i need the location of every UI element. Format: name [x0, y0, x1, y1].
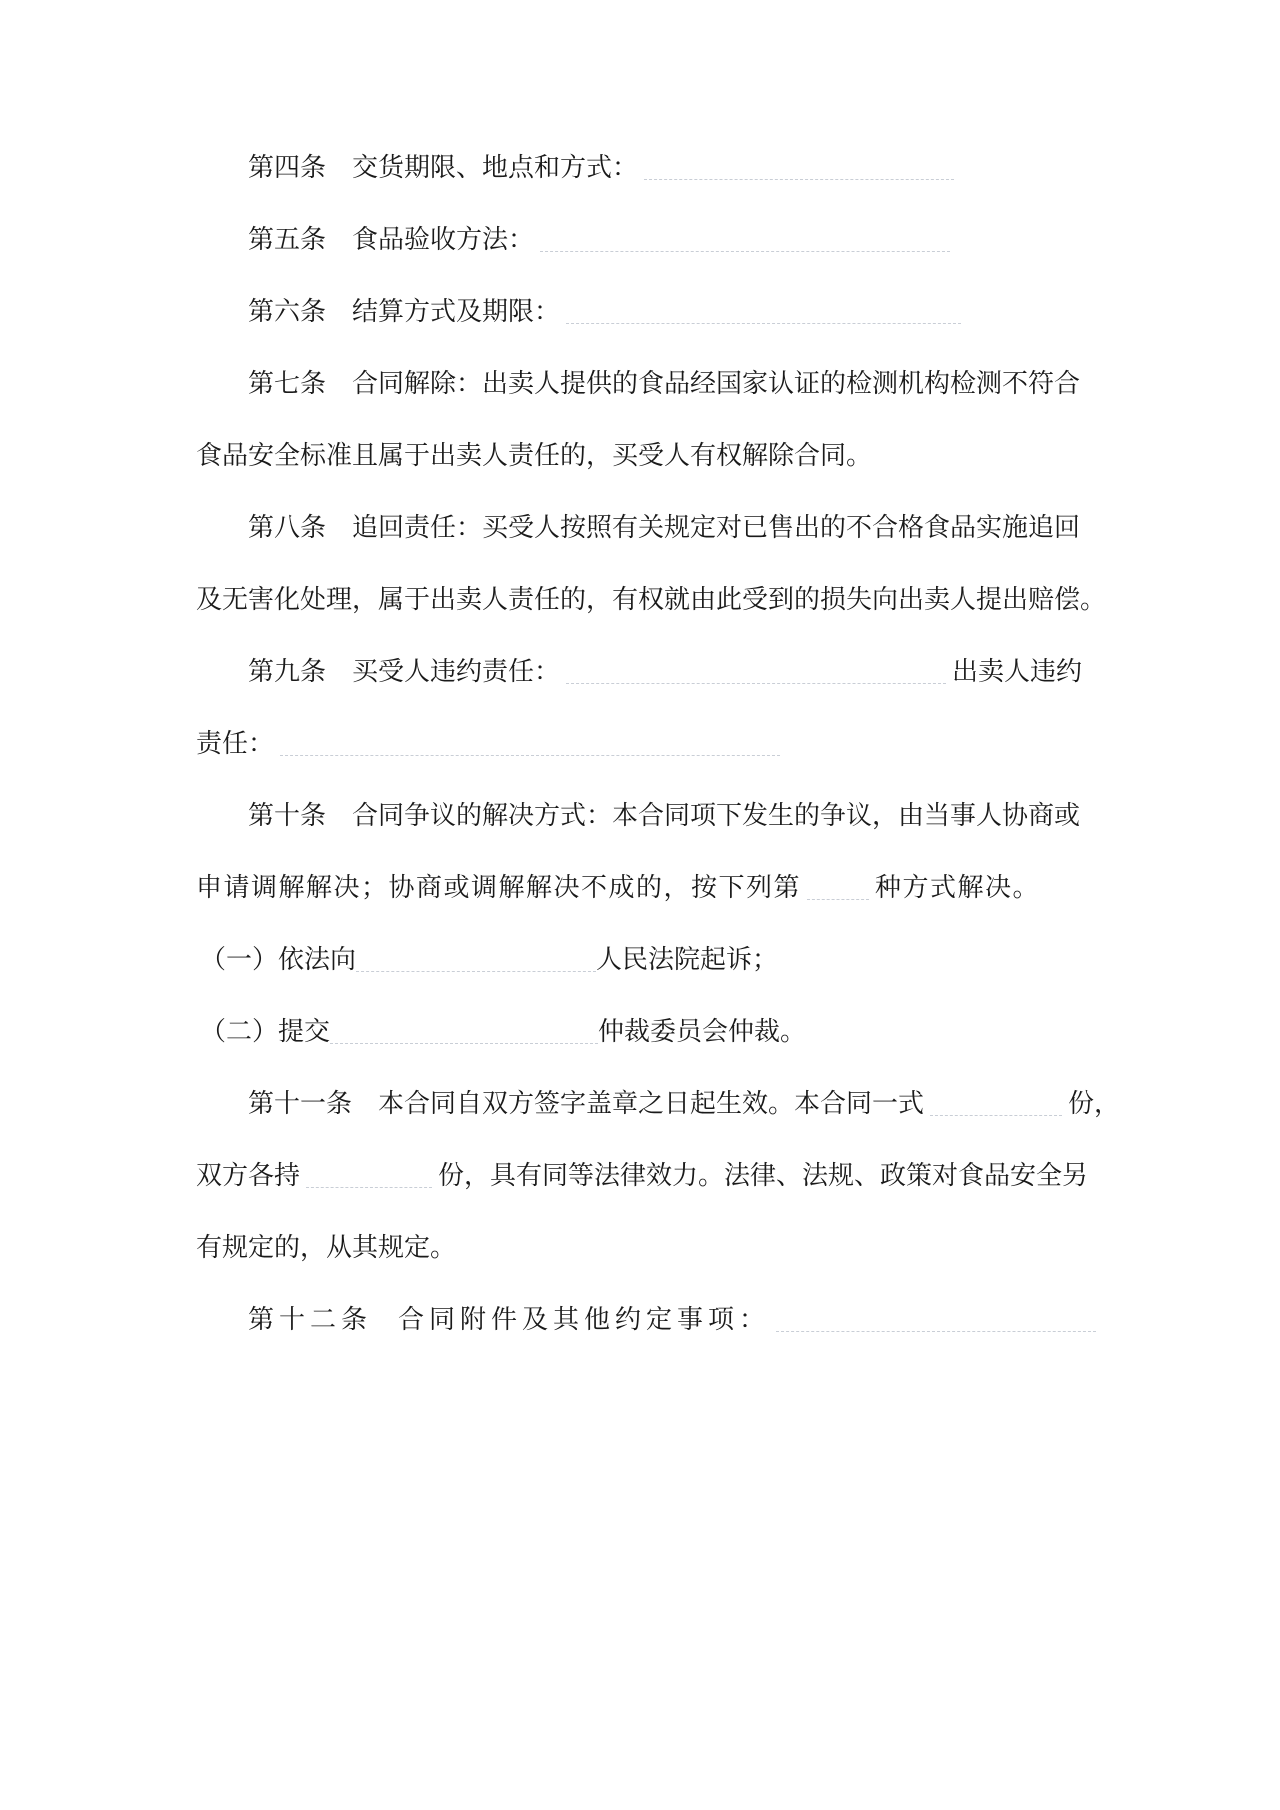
article-12-label: 第十二条	[248, 1305, 373, 1335]
option-2-arbitration-blank[interactable]	[330, 1017, 598, 1044]
article-9-line1	[248, 652, 1082, 692]
article-5	[248, 220, 956, 260]
article-11-label: 第十一条	[248, 1089, 353, 1119]
article-5-label: 第五条	[248, 225, 327, 255]
article-8-line2	[196, 580, 1106, 620]
article-6-text: 结算方式及期限：	[352, 297, 561, 327]
article-12	[248, 1300, 1102, 1340]
article-9-text-1: 买受人违约责任：	[352, 657, 561, 687]
article-7-line2	[196, 436, 872, 476]
article-10-line1	[248, 796, 1080, 836]
article-5-text: 食品验收方法：	[352, 225, 535, 255]
option-2-prefix: （二）提交	[200, 1017, 331, 1047]
option-1-prefix: （一）依法向	[200, 945, 357, 975]
article-8-text-1: 追回责任：买受人按照有关规定对已售出的不合格食品实施追回	[352, 513, 1081, 543]
article-6-blank[interactable]	[566, 297, 961, 324]
article-11-line3	[196, 1228, 456, 1268]
option-2	[200, 1012, 806, 1052]
article-7-text-2: 食品安全标准且属于出卖人责任的，买受人有权解除合同。	[196, 441, 873, 471]
article-4-blank[interactable]	[644, 153, 954, 180]
article-9-buyer-blank[interactable]	[566, 657, 946, 684]
article-10-text-3: 种方式解决。	[875, 873, 1041, 903]
article-6	[248, 292, 967, 332]
article-5-blank[interactable]	[540, 225, 950, 252]
option-1-suffix: 人民法院起诉；	[596, 945, 779, 975]
article-10-text-2: 申请调解解决；协商或调解解决不成的，按下列第	[196, 873, 802, 903]
article-7-line1	[248, 364, 1080, 404]
article-4	[248, 148, 960, 188]
article-11-text-1: 本合同自双方签字盖章之日起生效。本合同一式	[378, 1089, 925, 1119]
option-2-suffix: 仲裁委员会仲裁。	[598, 1017, 807, 1047]
article-8-text-2: 及无害化处理，属于出卖人责任的，有权就由此受到的损失向出卖人提出赔偿。	[196, 585, 1107, 615]
option-1-court-blank[interactable]	[356, 945, 596, 972]
article-11-text-2: 份，	[1068, 1089, 1121, 1119]
article-12-blank[interactable]	[776, 1305, 1096, 1332]
article-8-label: 第八条	[248, 513, 327, 543]
article-10-method-blank[interactable]	[807, 873, 869, 900]
article-9-label: 第九条	[248, 657, 327, 687]
article-9-text-2: 出卖人违约	[952, 657, 1083, 687]
article-7-label: 第七条	[248, 369, 327, 399]
article-6-label: 第六条	[248, 297, 327, 327]
article-7-text-1: 合同解除：出卖人提供的食品经国家认证的检测机构检测不符合	[352, 369, 1081, 399]
article-10-text-1: 合同争议的解决方式：本合同项下发生的争议，由当事人协商或	[352, 801, 1081, 831]
article-10-line2	[196, 868, 1040, 908]
article-11-copies-blank[interactable]	[930, 1089, 1062, 1116]
article-9-seller-blank[interactable]	[280, 729, 780, 756]
article-4-text: 交货期限、地点和方式：	[352, 153, 639, 183]
article-11-text-4: 份，具有同等法律效力。法律、法规、政策对食品安全另	[438, 1161, 1089, 1191]
article-8-line1	[248, 508, 1080, 548]
article-11-line1	[248, 1084, 1120, 1124]
article-11-text-5: 有规定的，从其规定。	[196, 1233, 457, 1263]
article-11-each-blank[interactable]	[306, 1161, 432, 1188]
article-11-text-3: 双方各持	[196, 1161, 301, 1191]
option-1	[200, 940, 778, 980]
article-9-text-3: 责任：	[196, 729, 275, 759]
article-4-label: 第四条	[248, 153, 327, 183]
article-12-text: 合同附件及其他约定事项：	[398, 1305, 771, 1335]
article-11-line2	[196, 1156, 1088, 1196]
article-9-line2	[196, 724, 786, 764]
article-10-label: 第十条	[248, 801, 327, 831]
